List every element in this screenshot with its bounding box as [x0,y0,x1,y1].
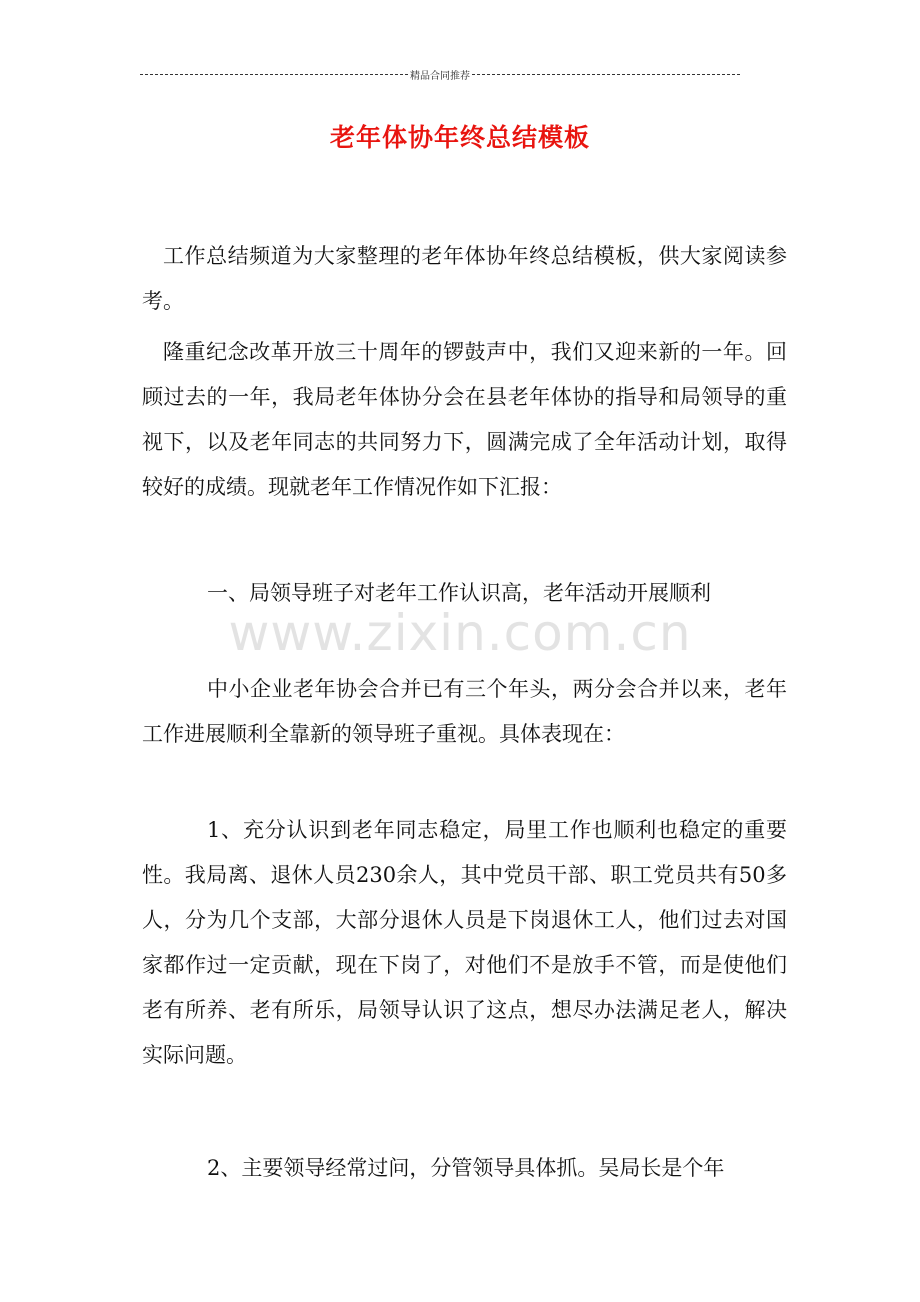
paragraph-section-1: 中小企业老年协会合并已有三个年头，两分会合并以来，老年工作进展顺利全靠新的领导班子重视。具体表现在： [142,677,787,746]
section-heading-1: 一、局领导班子对老年工作认识高，老年活动开展顺利 [207,581,711,605]
header-dash-right [472,74,740,75]
paragraph-review: 隆重纪念改革开放三十周年的锣鼓声中，我们又迎来新的一年。回顾过去的一年，我局老年体协分会在县老年体协的指导和局领导的重视下，以及老年同志的共同努力下，圆满完成了全年活动计划，取得较好的成绩。现就老年工作情况作如下汇报： [142,340,787,499]
header-dash-left [140,74,408,75]
header-label: 精品合同推荐 [410,70,470,82]
paragraph-item-1: 1、充分认识到老年同志稳定，局里工作也顺利也稳定的重要性。我局离、退休人员230余人，其中党员干部、职工党员共有50多人，分为几个支部，大部分退休人员是下岗退休工人，他们过去对国家都作过一定贡献，现在下岗了，对他们不是放手不管，而是使他们老有所养、老有所乐，局领导认识了这点，想尽办法满足老人，解决实际问题。 [142,818,787,1067]
document-header [140,66,740,82]
paragraph-intro: 工作总结频道为大家整理的老年体协年终总结模板，供大家阅读参考。 [142,244,787,313]
watermark: www.zixin.com.cn [228,604,692,662]
document-title: 老年体协年终总结模板 [329,123,590,152]
paragraph-item-2: 2、主要领导经常过问，分管领导具体抓。吴局长是个年 [207,1156,725,1180]
